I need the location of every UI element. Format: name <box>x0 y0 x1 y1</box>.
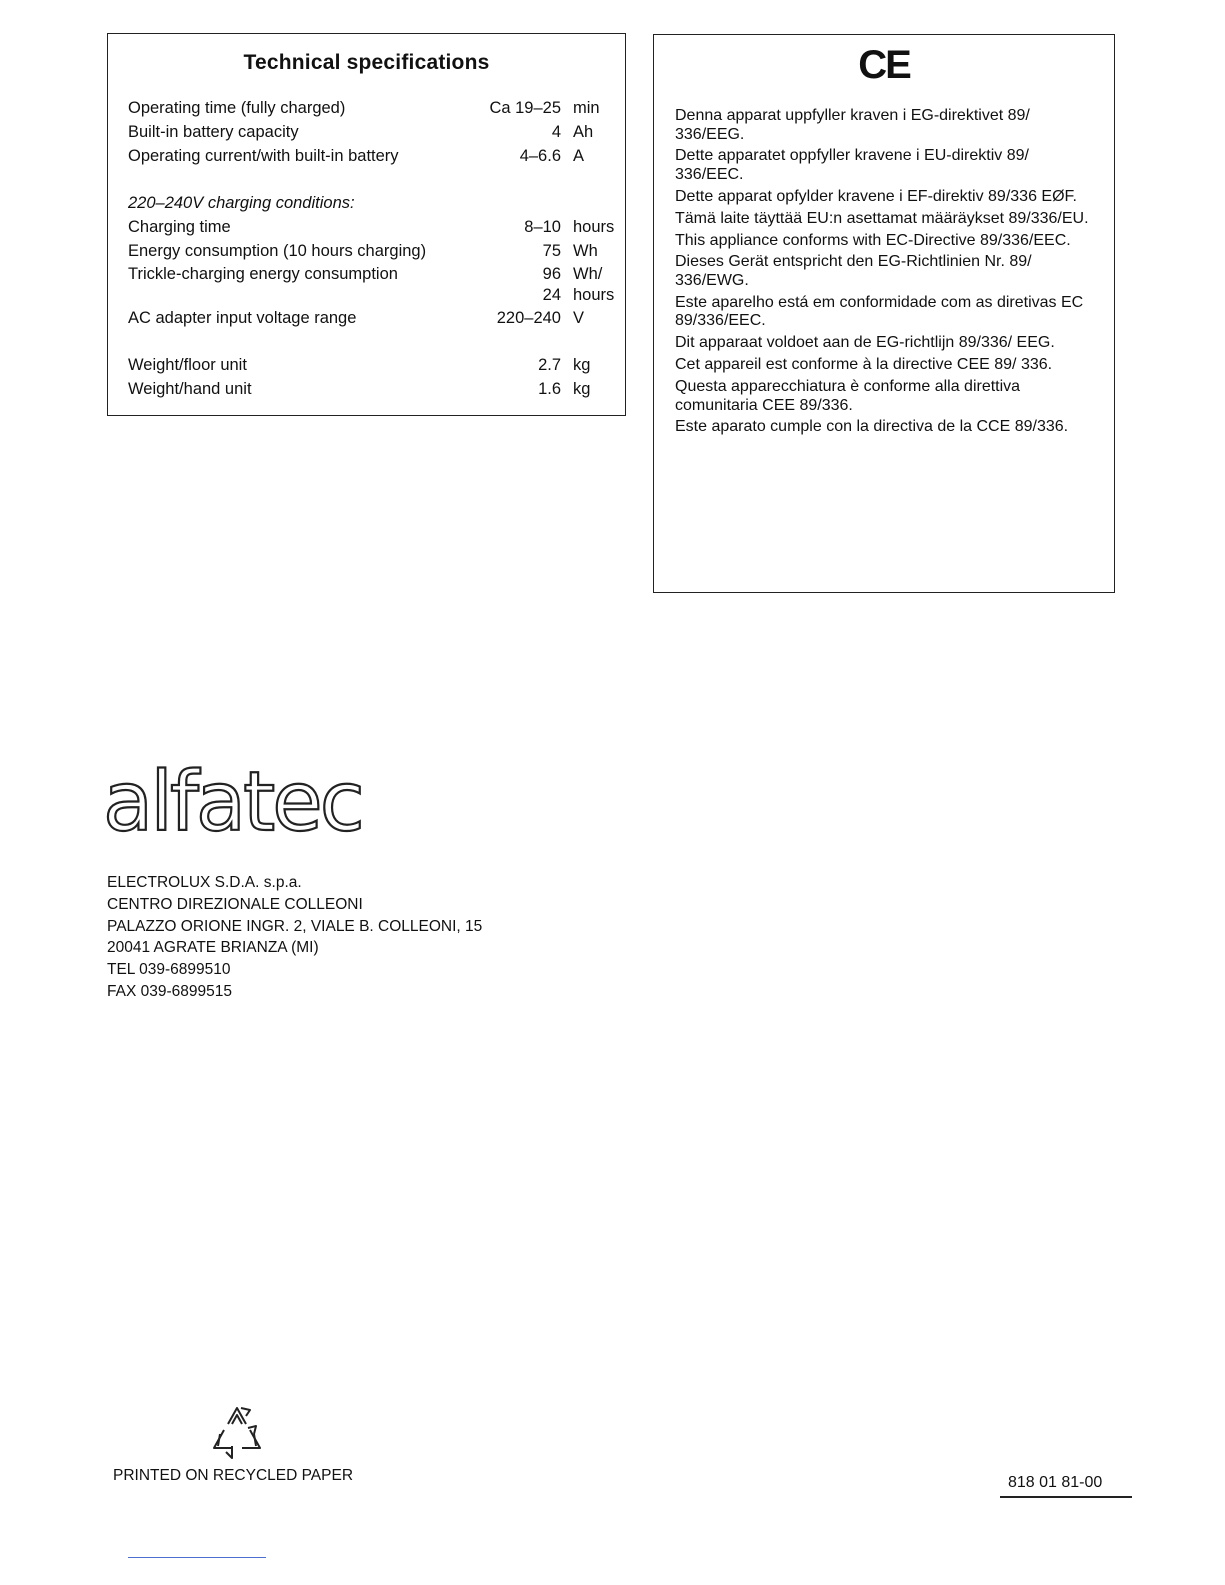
address-line: CENTRO DIREZIONALE COLLEONI <box>107 895 363 913</box>
spec-unit: hours <box>573 218 615 236</box>
ce-statement-norwegian: Dette apparatet oppfyller kravene i EU-direktiv 89/ 336/EEC. <box>675 147 1029 183</box>
spec-value: 96 <box>542 265 561 283</box>
ce-statement-list <box>675 107 1100 440</box>
spec-label: Operating current/with built-in battery <box>128 147 399 165</box>
spec-title: Technical specifications <box>243 51 490 74</box>
address-company-name: ELECTROLUX S.D.A. s.p.a. <box>107 874 302 891</box>
address-fax: FAX 039-6899515 <box>107 982 232 1000</box>
charging-conditions-heading: 220–240V charging conditions: <box>128 194 355 212</box>
spec-unit: A <box>573 147 585 165</box>
alfatec-logo-text: alfatec <box>103 760 362 850</box>
spec-value: 24 <box>542 286 561 304</box>
document-number-underline <box>1000 1496 1132 1498</box>
ce-statement-spanish: Este aparato cumple con la directiva de la CCE 89/336. <box>675 418 1069 436</box>
spec-value: 220–240 <box>496 309 561 327</box>
ce-statement-danish: Dette apparat opfylder kravene i EF-direktiv 89/336 EØF. <box>675 187 1077 205</box>
alfatec-logo <box>103 760 393 855</box>
spec-value: Ca 19–25 <box>489 99 561 117</box>
ce-statement-english: This appliance conforms with EC-Directive 89/336/EEC. <box>675 231 1071 249</box>
printed-on-recycled-paper: PRINTED ON RECYCLED PAPER <box>113 1467 354 1484</box>
spec-label: Built-in battery capacity <box>128 123 299 141</box>
spec-label: Operating time (fully charged) <box>128 99 346 117</box>
spec-unit: Ah <box>573 123 594 141</box>
spec-unit: Wh/ <box>573 265 603 283</box>
address-line: PALAZZO ORIONE INGR. 2, VIALE B. COLLEONI, 15 <box>107 917 483 935</box>
spec-value: 4–6.6 <box>519 147 561 165</box>
ce-statement-swedish: Denna apparat uppfyller kraven i EG-direktivet 89/ 336/EEG. <box>675 107 1030 143</box>
spec-unit: min <box>573 99 600 117</box>
spec-unit: V <box>573 309 585 327</box>
spec-label: Charging time <box>128 218 231 236</box>
spec-unit: kg <box>573 356 591 374</box>
ce-statement-finnish: Tämä laite täyttää EU:n asettamat määräykset 89/336/EU. <box>675 209 1089 227</box>
spec-label: Weight/hand unit <box>128 380 252 398</box>
spec-value: 4 <box>551 123 561 141</box>
technical-specifications-box <box>107 33 626 416</box>
spec-value: 2.7 <box>538 356 561 374</box>
spec-label: AC adapter input voltage range <box>128 309 357 327</box>
address-phone: TEL 039-6899510 <box>107 961 231 979</box>
spec-unit: hours <box>573 286 615 304</box>
ce-statement-italian: Questa apparecchiatura è conforme alla direttiva comunitaria CEE 89/336. <box>675 378 1021 414</box>
spec-value: 75 <box>542 242 561 260</box>
spec-value: 8–10 <box>524 218 561 236</box>
ce-mark: CE <box>858 43 910 87</box>
recycle-icon <box>206 1402 268 1467</box>
spec-unit: kg <box>573 380 591 398</box>
ce-declaration-box <box>653 34 1115 593</box>
company-address <box>107 872 482 1003</box>
ce-statement-french: Cet appareil est conforme à la directive CEE 89/ 336. <box>675 356 1053 374</box>
spec-label: Trickle-charging energy consumption <box>128 265 398 283</box>
address-line: 20041 AGRATE BRIANZA (MI) <box>107 939 319 957</box>
spec-label: Energy consumption (10 hours charging) <box>128 242 427 260</box>
spec-unit: Wh <box>573 242 598 260</box>
ce-statement-dutch: Dit apparaat voldoet aan de EG-richtlijn 89/336/ EEG. <box>675 334 1055 352</box>
spec-label: Weight/floor unit <box>128 356 247 374</box>
bottom-rule <box>128 1557 266 1558</box>
document-number: 818 01 81-00 <box>1008 1474 1103 1491</box>
spec-value: 1.6 <box>538 380 561 398</box>
ce-statement-german: Dieses Gerät entspricht den EG-Richtlinien Nr. 89/ 336/EWG. <box>675 253 1032 289</box>
ce-statement-portuguese: Este aparelho está em conformidade com as diretivas EC 89/336/EEC. <box>675 293 1084 330</box>
